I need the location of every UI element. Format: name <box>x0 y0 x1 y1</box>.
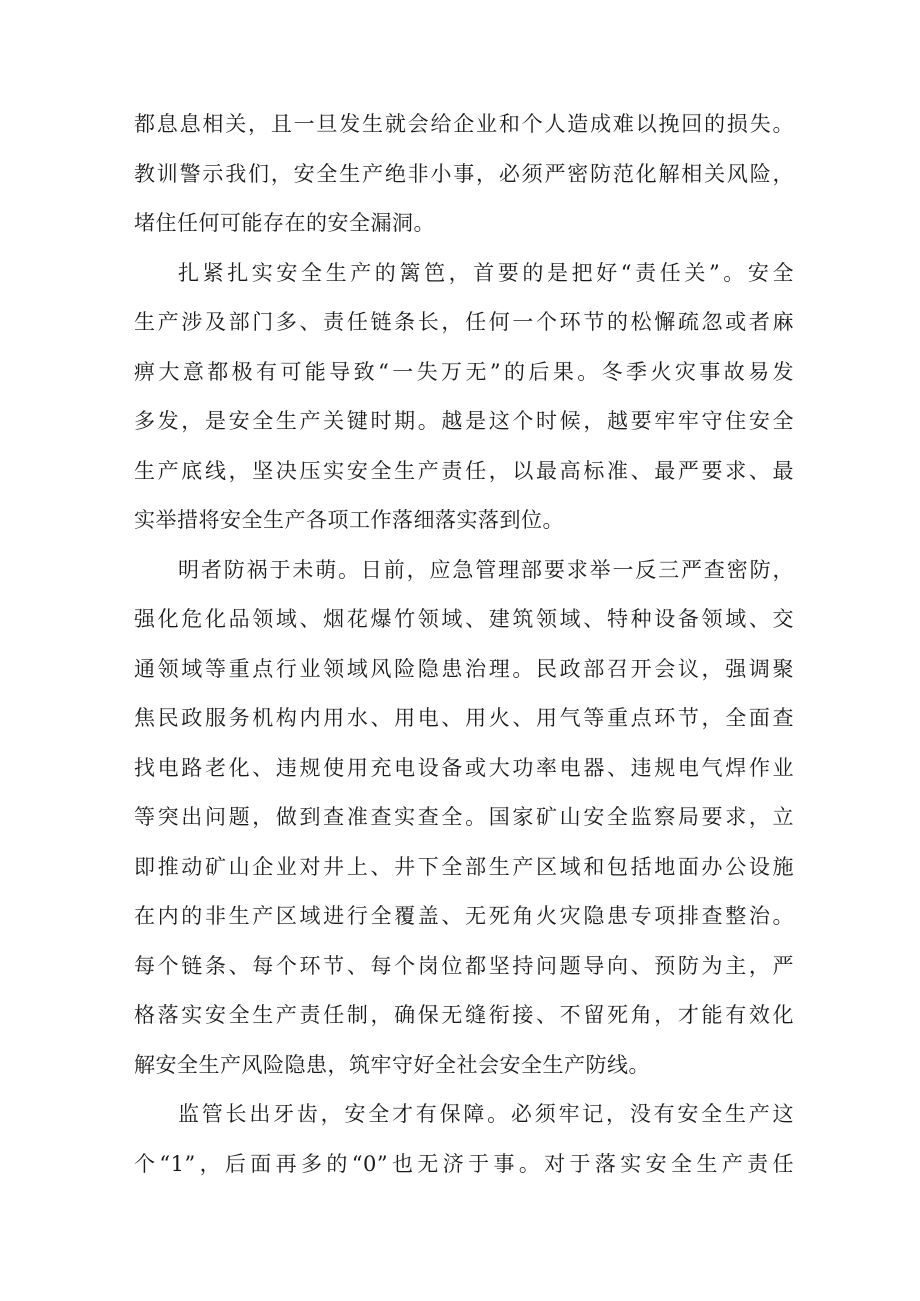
text-line: 焦民政服务机构内用水、用电、用火、用气等重点环节，全面查 <box>134 706 794 730</box>
text-line: 个“1”，后面再多的“0”也无济于事。对于落实安全生产责任 <box>134 1151 794 1176</box>
text-line: 都息息相关，且一旦发生就会给企业和个人造成难以挽回的损失。 <box>134 112 794 136</box>
paragraph <box>134 100 794 249</box>
text-line: 明者防祸于未萌。日前，应急管理部要求举一反三严查密防， <box>178 557 794 582</box>
text-line: 找电路老化、违规使用充电设备或大功率电器、违规电气焊作业 <box>134 755 794 780</box>
text-line: 生产涉及部门多、责任链条长，任何一个环节的松懈疏忽或者麻 <box>134 310 794 334</box>
text-line: 通领域等重点行业领域风险隐患治理。民政部召开会议，强调聚 <box>134 656 794 681</box>
text-line: 强化危化品领域、烟花爆竹领域、建筑领域、特种设备领域、交 <box>134 607 794 631</box>
text-line: 生产底线，坚决压实安全生产责任，以最高标准、最严要求、最 <box>134 458 794 483</box>
text-line: 即推动矿山企业对井上、井下全部生产区域和包括地面办公设施 <box>134 854 794 879</box>
text-line: 等突出问题，做到查准查实查全。国家矿山安全监察局要求，立 <box>134 805 794 829</box>
text-line: 每个链条、每个环节、每个岗位都坚持问题导向、预防为主，严 <box>134 953 794 978</box>
text-line: 堵住任何可能存在的安全漏洞。 <box>134 211 435 235</box>
text-line: 格落实安全生产责任制，确保无缝衔接、不留死角，才能有效化 <box>134 1003 794 1027</box>
text-line: 解安全生产风险隐患，筑牢守好全社会安全生产防线。 <box>134 1052 650 1077</box>
text-line: 痹大意都极有可能导致“一失万无”的后果。冬季火灾事故易发 <box>134 359 794 384</box>
paragraph <box>134 249 794 546</box>
paragraph <box>134 546 794 1091</box>
text-line: 监管长出牙齿，安全才有保障。必须牢记，没有安全生产这 <box>178 1102 794 1126</box>
text-line: 在内的非生产区域进行全覆盖、无死角火灾隐患专项排查整治。 <box>134 904 794 928</box>
text-line: 扎紧扎实安全生产的篱笆，首要的是把好“责任关”。安全 <box>178 260 794 285</box>
document-page <box>134 100 794 1189</box>
paragraph <box>134 1090 794 1189</box>
text-line: 实举措将安全生产各项工作落细落实落到位。 <box>134 508 564 532</box>
text-line: 教训警示我们，安全生产绝非小事，必须严密防范化解相关风险， <box>134 161 794 186</box>
text-line: 多发，是安全生产关键时期。越是这个时候，越要牢牢守住安全 <box>134 409 794 433</box>
